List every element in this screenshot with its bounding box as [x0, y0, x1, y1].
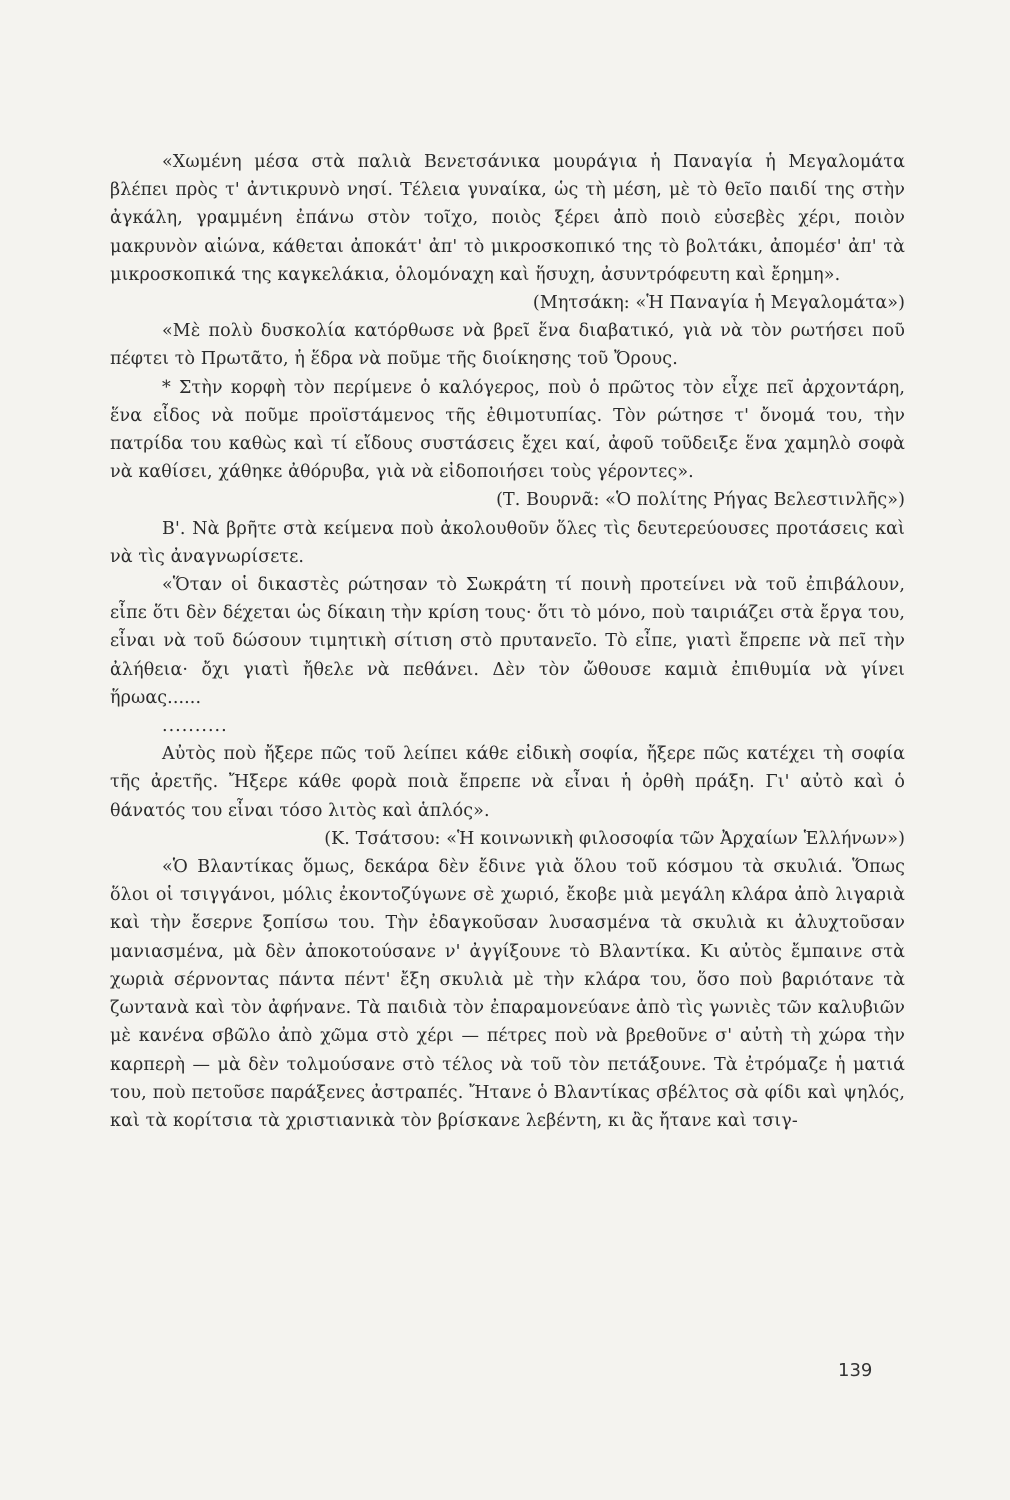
source-vournas: (Τ. Βουρνᾶ: «Ὁ πολίτης Ρήγας Βελεστινλῆς») — [496, 490, 905, 511]
body-text — [110, 148, 905, 1135]
source-tsatsos: (Κ. Τσάτσου: «Ἡ κοινωνικὴ φιλοσοφία τῶν Ἀρχαίων Ἑλλήνων») — [324, 828, 905, 849]
source-mitsakis: (Μητσάκη: «Ἡ Παναγία ἡ Μεγαλομάτα») — [532, 293, 905, 314]
page-number: 139 — [838, 1360, 873, 1381]
quote-vournas-1: «Μὲ πολὺ δυσκολία κατόρθωσε νὰ βρεῖ ἕνα διαβατικό, γιὰ νὰ τὸν ρωτήσει ποῦ πέφτει τὸ Πρωτᾶτο, ἡ ἕδρα νὰ ποῦμε τῆς διοίκησης τοῦ Ὄρους. — [110, 321, 905, 370]
quote-vlantikas: «Ὁ Βλαντίκας ὅμως, δεκάρα δὲν ἔδινε γιὰ ὅλου τοῦ κόσμου τὰ σκυλιά. Ὅπως ὅλοι οἱ τσιγγάνοι, μόλις ἐκοντοζύγωνε σὲ χωριό, ἔκοβε μιὰ μεγάλη κλάρα ἀπὸ λιγαριὰ καὶ τὴν ἔσερνε ξοπίσω του. Τὴν ἐδαγκοῦσαν λυσασμένα τὰ σκυλιὰ κι ἀλυχτοῦσαν μανιασμένα, μὰ δὲν ἀποκοτούσανε ν' ἀγγίξουνε τὸ Βλαντίκα. Κι αὐτὸς ἔμπαινε στὰ χωριὰ σέρνοντας πάντα πέντ' ἔξη σκυλιὰ μὲ τὴν κλάρα του, ὅσο ποὺ βαριότανε τὰ ζωντανὰ καὶ τὸν ἀφήνανε. Τὰ παιδιὰ τὸν ἐπαραμονεύανε ἀπὸ τὶς γωνιὲς τῶν καλυβιῶν μὲ κανένα σβῶλο ἀπὸ χῶμα στὸ χέρι — πέτρες ποὺ νὰ βρεθοῦνε σ' αὐτὴ τὴ χώρα τὴν καρπερὴ — μὰ δὲν τολμούσανε στὸ τέλος νὰ τοῦ τὸν πετάξουνε. Τὰ ἐτρόμαζε ἡ ματιά του, ποὺ πετοῦσε παράξενες ἀστραπές. Ἤτανε ὁ Βλαντίκας σβέλτος σὰ φίδι καὶ ψηλός, καὶ τὰ κορίτσια τὰ χριστιανικὰ τὸν βρίσκανε λεβέντη, κι ἂς ἤτανε καὶ τσιγ- — [110, 857, 905, 1131]
quote-tsatsos-1: «Ὅταν οἱ δικαστὲς ρώτησαν τὸ Σωκράτη τί ποινὴ προτείνει νὰ τοῦ ἐπιβάλουν, εἶπε ὅτι δὲν δέχεται ὡς δίκαιη τὴν κρίση τους· ὅτι τὸ μόνο, ποὺ ταιριάζει στὰ ἔργα του, εἶναι νὰ τοῦ δώσουν τιμητικὴ σίτιση στὸ πρυτανεῖο. Τὸ εἶπε, γιατὶ ἔπρεπε νὰ πεῖ τὴν ἀλήθεια· ὄχι γιατὶ ἤθελε νὰ πεθάνει. Δὲν τὸν ὤθουσε καμιὰ ἐπιθυμία νὰ γίνει ἥρωας...... — [110, 575, 905, 708]
exercise-b-instruction: Β'. Νὰ βρῆτε στὰ κείμενα ποὺ ἀκολουθοῦν ὅλες τὶς δευτερεύουσες προτάσεις καὶ νὰ τὶς ἀναγνωρίσετε. — [110, 518, 905, 567]
quote-tsatsos-2: Αὐτὸς ποὺ ἤξερε πῶς τοῦ λείπει κάθε εἰδικὴ σοφία, ἤξερε πῶς κατέχει τὴ σοφία τῆς ἀρετῆς. Ἤξερε κάθε φορὰ ποιὰ ἔπρεπε νὰ εἶναι ἡ ὀρθὴ πράξη. Γι' αὐτὸ καὶ ὁ θάνατός του εἶναι τόσο λιτὸς καὶ ἁπλός». — [110, 744, 905, 821]
quote-vournas-2: * Στὴν κορφὴ τὸν περίμενε ὁ καλόγερος, ποὺ ὁ πρῶτος τὸν εἶχε πεῖ ἀρχοντάρη, ἕνα εἶδος νὰ ποῦμε προϊστάμενος τῆς ἐθιμοτυπίας. Τὸν ρώτησε τ' ὄνομά του, τὴν πατρίδα του καθὼς καὶ τί εἴδους συστάσεις ἔχει καί, ἀφοῦ τοῦδειξε ἕνα χαμηλὸ σοφὰ νὰ καθίσει, χάθηκε ἀθόρυβα, γιὰ νὰ εἰδοποιήσει τοὺς γέροντες». — [110, 377, 905, 483]
ellipsis-dots: .......... — [162, 716, 228, 737]
quote-mitsakis: «Χωμένη μέσα στὰ παλιὰ Βενετσάνικα μουράγια ἡ Παναγία ἡ Μεγαλομάτα βλέπει πρὸς τ' ἀντικρυνὸ νησί. Τέλεια γυναίκα, ὡς τὴ μέση, μὲ τὸ θεῖο παιδί της στὴν ἀγκάλη, γραμμένη ἐπάνω στὸν τοῖχο, ποιὸς ξέρει ἀπὸ ποιὸ εὐσεβὲς χέρι, ποιὸν μακρυνὸν αἰώνα, κάθεται ἀποκάτ' ἀπ' τὸ μικροσκοπικό της τὸ βολτάκι, ἀπομέσ' ἀπ' τὰ μικροσκοπικά της καγκελάκια, ὁλομόναχη καὶ ἥσυχη, ἀσυντρόφευτη καὶ ἔρημη». — [110, 152, 905, 285]
